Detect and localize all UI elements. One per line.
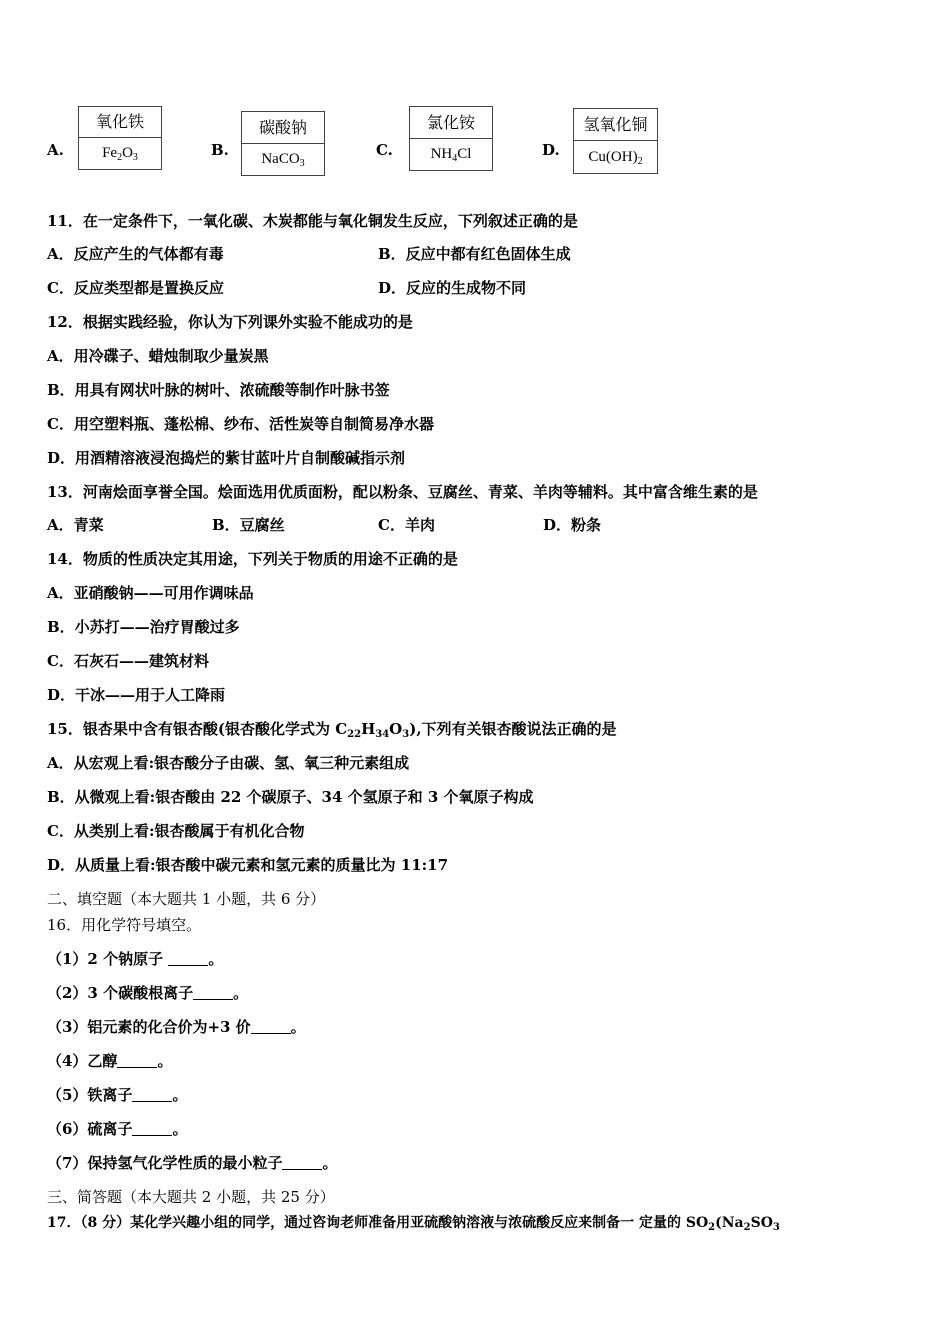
option-letter: D. xyxy=(542,141,560,159)
question-16-item-1: （1）2 个钠原子 。 xyxy=(47,950,224,968)
formula-box xyxy=(409,106,493,171)
answer-blank[interactable] xyxy=(251,1019,291,1034)
question-12-option-d: D．用酒精溶液浸泡捣烂的紫甘蓝叶片自制酸碱指示剂 xyxy=(47,449,406,467)
answer-blank[interactable] xyxy=(193,985,233,1000)
question-16-item-7: （7）保持氢气化学性质的最小粒子 。 xyxy=(47,1154,338,1172)
question-16-item-4: （4）乙醇 。 xyxy=(47,1052,173,1070)
question-12-stem: 12．根据实践经验，你认为下列课外实验不能成功的是 xyxy=(47,313,413,331)
compound-name: 氧化铁 xyxy=(79,107,161,138)
question-13-option-a: A．青菜 xyxy=(47,516,104,534)
question-16-stem: 16．用化学符号填空。 xyxy=(47,916,202,934)
question-11-option-a: A．反应产生的气体都有毒 xyxy=(47,245,224,263)
question-13-option-b: B．豆腐丝 xyxy=(212,516,285,534)
compound-name: 氢氧化铜 xyxy=(574,109,657,141)
question-14-option-b: B．小苏打——治疗胃酸过多 xyxy=(47,618,240,636)
question-14-option-c: C．石灰石——建筑材料 xyxy=(47,652,209,670)
option-letter: C. xyxy=(376,141,393,159)
question-17-stem: 17．（8 分）某化学兴趣小组的同学，通过咨询老师准备用亚硫酸钠溶液与浓硫酸反应来制备一 定量的 $SO_2(Na_2SO_3$ xyxy=(47,1215,780,1233)
question-11-option-d: D．反应的生成物不同 xyxy=(378,279,527,297)
question-16-item-2: （2）3 个碳酸根离子 。 xyxy=(47,984,249,1002)
question-13-option-d: D．粉条 xyxy=(543,516,602,534)
compound-formula: NaCO$_3$ xyxy=(261,151,305,169)
answer-blank[interactable] xyxy=(117,1053,157,1068)
formula-box xyxy=(78,106,162,170)
answer-blank[interactable] xyxy=(282,1155,322,1170)
section-3-heading: 三、简答题（本大题共 2 小题，共 25 分） xyxy=(47,1188,335,1206)
formula-box xyxy=(573,108,658,174)
section-2-heading: 二、填空题（本大题共 1 小题，共 6 分） xyxy=(47,890,326,908)
compound-name: 碳酸钠 xyxy=(242,112,324,144)
compound-formula: $NH_4Cl$ xyxy=(430,146,472,164)
question-16-item-5: （5）铁离子 。 xyxy=(47,1086,188,1104)
question-14-stem: 14．物质的性质决定其用途，下列关于物质的用途不正确的是 xyxy=(47,550,458,568)
compound-formula: $Fe_2O_3$ xyxy=(102,145,138,163)
question-11-option-b: B．反应中都有红色固体生成 xyxy=(378,245,571,263)
formula-box xyxy=(241,111,325,176)
question-16-item-6: （6）硫离子 。 xyxy=(47,1120,188,1138)
question-12-option-c: C．用空塑料瓶、蓬松棉、纱布、活性炭等自制简易净水器 xyxy=(47,415,434,433)
question-14-option-a: A．亚硝酸钠——可用作调味品 xyxy=(47,584,254,602)
question-11-stem: 11．在一定条件下，一氧化碳、木炭都能与氧化铜发生反应，下列叙述正确的是 xyxy=(47,212,578,230)
question-16-item-3: （3）铝元素的化合价为+3 价 。 xyxy=(47,1018,306,1036)
option-letter: B. xyxy=(211,141,229,159)
question-15-stem: 15．银杏果中含有银杏酸(银杏酸化学式为 $C_{22}H_{34}O_3$),下列有关银杏酸说法正确的是 xyxy=(47,720,617,740)
compound-name: 氯化铵 xyxy=(410,107,492,139)
question-12-option-b: B．用具有网状叶脉的树叶、浓硫酸等制作叶脉书签 xyxy=(47,381,390,399)
question-14-option-d: D．干冰——用于人工降雨 xyxy=(47,686,226,704)
question-13-stem: 13．河南烩面享誉全国。烩面选用优质面粉，配以粉条、豆腐丝、青菜、羊肉等辅料。其中富含维生素的是 xyxy=(47,483,758,501)
question-15-option-b: B．从微观上看:银杏酸由 22 个碳原子、34 个氢原子和 3 个氧原子构成 xyxy=(47,788,534,806)
question-12-option-a: A．用冷碟子、蜡烛制取少量炭黑 xyxy=(47,347,269,365)
question-15-option-d: D．从质量上看:银杏酸中碳元素和氢元素的质量比为 11:17 xyxy=(47,856,449,874)
option-letter: A. xyxy=(47,141,64,159)
question-15-option-a: A．从宏观上看:银杏酸分子由碳、氢、氧三种元素组成 xyxy=(47,754,410,772)
question-15-option-c: C．从类别上看:银杏酸属于有机化合物 xyxy=(47,822,305,840)
question-13-option-c: C．羊肉 xyxy=(378,516,435,534)
answer-blank[interactable] xyxy=(132,1087,172,1102)
question-11-option-c: C．反应类型都是置换反应 xyxy=(47,279,224,297)
answer-blank[interactable] xyxy=(132,1121,172,1136)
answer-blank[interactable] xyxy=(168,951,208,966)
compound-formula: $Cu(OH)_2$ xyxy=(588,149,643,167)
